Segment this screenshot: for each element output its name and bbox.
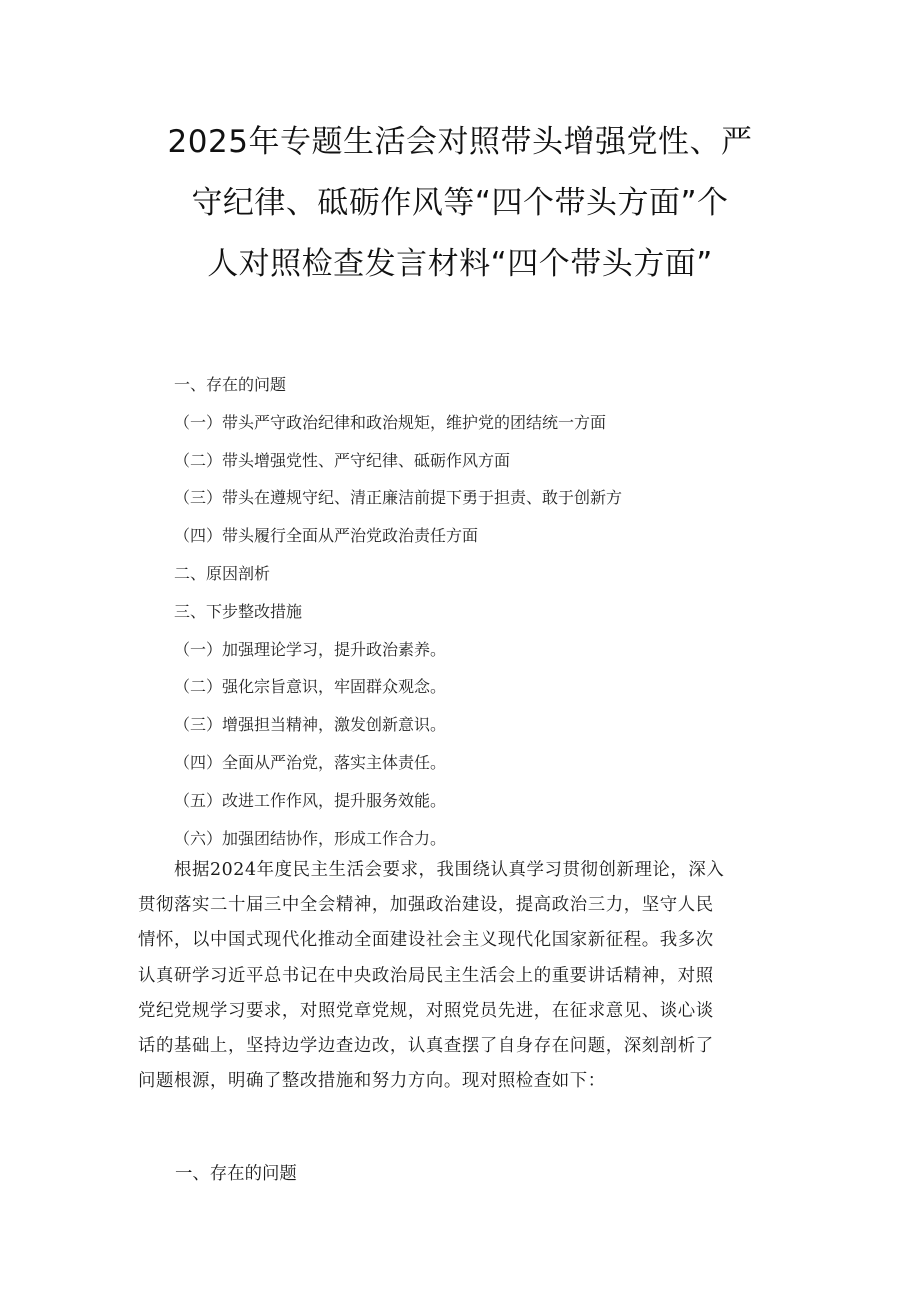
paragraph-line: 根据2024年度民主生活会要求，我围绕认真学习贯彻创新理论，深入 [174,860,725,880]
table-of-contents [174,366,814,857]
paragraph-line: 问题根源，明确了整改措施和努力方向。现对照检查如下： [138,1071,606,1092]
section-heading: 一、存在的问题 [175,1164,297,1184]
document-title [130,112,790,295]
outline-item: （二）带头增强党性、严守纪律、砥砺作风方面 [174,450,511,470]
intro-paragraph [138,853,784,1099]
outline-item: （一）加强理论学习，提升政治素养。 [174,639,447,659]
outline-item: （一）带头严守政治纪律和政治规矩，维护党的团结统一方面 [174,412,607,432]
outline-item: （六）加强团结协作，形成工作合力。 [174,828,447,848]
outline-item: （四）全面从严治党，落实主体责任。 [174,752,447,772]
outline-item: （四）带头履行全面从严治党政治责任方面 [174,526,479,546]
outline-item: （三）带头在遵规守纪、清正廉洁前提下勇于担责、敢于创新方 [174,488,623,508]
outline-item: 二、原因剖析 [174,563,271,583]
paragraph-line: 情怀，以中国式现代化推动全面建设社会主义现代化国家新征程。我多次 [138,930,714,951]
paragraph-line: 贯彻落实二十届三中全会精神，加强政治建设，提高政治三力，坚守人民 [138,895,714,916]
outline-item: （三）增强担当精神，激发创新意识。 [174,715,447,735]
outline-item: 一、存在的问题 [174,375,287,394]
title-line-2: 守纪律、砥砺作风等“四个带头方面”个 [191,185,729,221]
outline-item: （五）改进工作作风，提升服务效能。 [174,790,447,810]
title-line-1: 2025年专题生活会对照带头增强党性、严 [167,124,753,160]
paragraph-line: 党纪党规学习要求，对照党章党规，对照党员先进，在征求意见、谈心谈 [138,1000,714,1021]
paragraph-line: 认真研学习近平总书记在中央政治局民主生活会上的重要讲话精神，对照 [138,965,714,986]
outline-item: （二）强化宗旨意识，牢固群众观念。 [174,677,447,697]
outline-item: 三、下步整改措施 [174,601,303,621]
paragraph-line: 话的基础上，坚持边学边查边改，认真查摆了自身存在问题，深刻剖析了 [138,1036,714,1057]
title-line-3: 人对照检查发言材料“四个带头方面” [207,246,713,282]
